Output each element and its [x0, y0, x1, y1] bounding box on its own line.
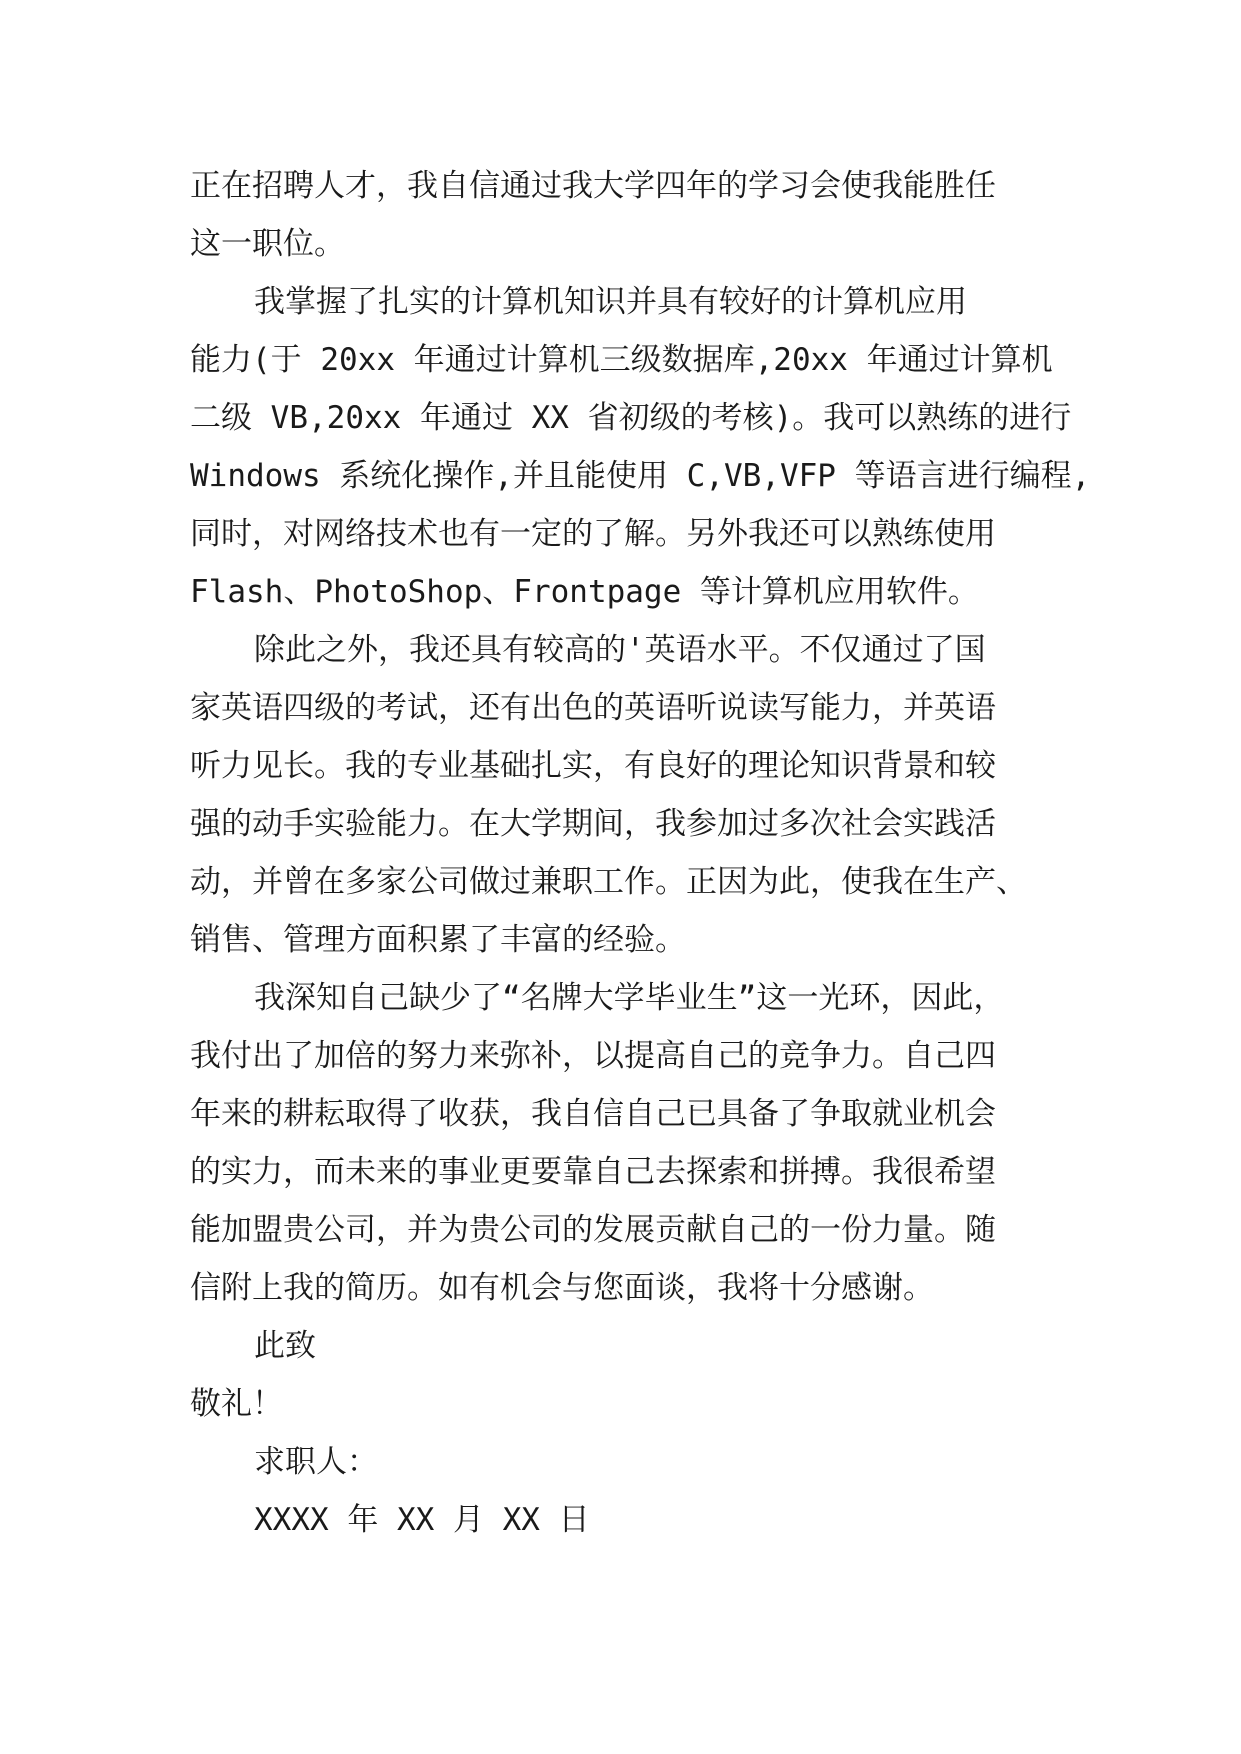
body-line-10: 家英语四级的考试，还有出色的英语听说读写能力，并英语 [190, 690, 996, 726]
body-line-17: 年来的耕耘取得了收获，我自信自己已具备了争取就业机会 [190, 1096, 996, 1132]
signature-label: 求职人： [254, 1444, 378, 1480]
body-line-3: 我掌握了扎实的计算机知识并具有较好的计算机应用 [254, 284, 967, 320]
body-line-7: 同时，对网络技术也有一定的了解。另外我还可以熟练使用 [190, 516, 996, 552]
body-line-16: 我付出了加倍的努力来弥补，以提高自己的竞争力。自己四 [190, 1038, 996, 1074]
date-text: XXXX 年 XX 月 XX 日 [254, 1502, 590, 1538]
body-line-12: 强的动手实验能力。在大学期间，我参加过多次社会实践活 [190, 806, 996, 842]
body-line-15: 我深知自己缺少了“名牌大学毕业生”这一光环，因此， [254, 980, 1005, 1016]
body-line-11: 听力见长。我的专业基础扎实，有良好的理论知识背景和较 [190, 748, 996, 784]
letter-body [190, 157, 1091, 1549]
body-line-4: 能力(于 20xx 年通过计算机三级数据库,20xx 年通过计算机 [190, 342, 1053, 378]
salute-text: 敬礼！ [190, 1386, 283, 1422]
closing-text: 此致 [254, 1328, 316, 1364]
body-line-18: 的实力，而未来的事业更要靠自己去探索和拼搏。我很希望 [190, 1154, 996, 1190]
body-line-1: 正在招聘人才，我自信通过我大学四年的学习会使我能胜任 [190, 168, 996, 204]
body-line-8: Flash、PhotoShop、Frontpage 等计算机应用软件。 [190, 574, 979, 610]
body-line-14: 销售、管理方面积累了丰富的经验。 [190, 922, 686, 958]
body-line-20: 信附上我的简历。如有机会与您面谈，我将十分感谢。 [190, 1270, 934, 1306]
body-line-6: Windows 系统化操作,并且能使用 C,VB,VFP 等语言进行编程, [190, 458, 1091, 494]
body-line-5: 二级 VB,20xx 年通过 XX 省初级的考核)。我可以熟练的进行 [190, 400, 1072, 436]
body-line-19: 能加盟贵公司，并为贵公司的发展贡献自己的一份力量。随 [190, 1212, 996, 1248]
body-line-2: 这一职位。 [190, 226, 345, 262]
body-line-13: 动，并曾在多家公司做过兼职工作。正因为此，使我在生产、 [190, 864, 1027, 900]
body-line-9: 除此之外，我还具有较高的'英语水平。不仅通过了国 [254, 632, 986, 668]
